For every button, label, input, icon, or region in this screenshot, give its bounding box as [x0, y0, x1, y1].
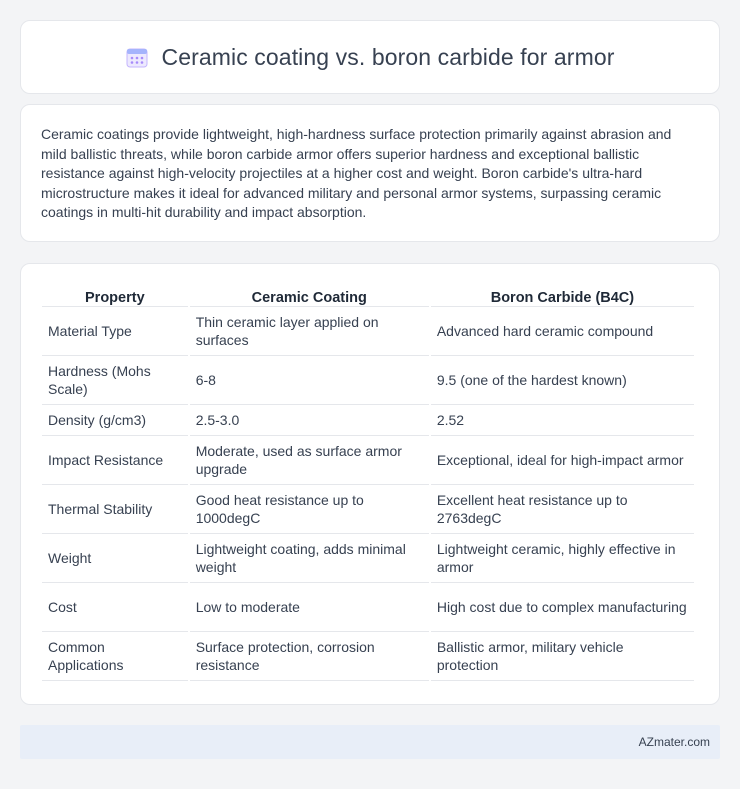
row-ceramic-value: Moderate, used as surface armor upgrade	[190, 436, 429, 485]
row-property: Cost	[42, 583, 188, 632]
row-ceramic-value: Thin ceramic layer applied on surfaces	[190, 307, 429, 356]
row-property: Hardness (Mohs Scale)	[42, 356, 188, 405]
row-boron-value: Advanced hard ceramic compound	[431, 307, 694, 356]
table-row	[42, 534, 694, 583]
table-row	[42, 583, 694, 632]
table-row	[42, 436, 694, 485]
row-ceramic-value: Good heat resistance up to 1000degC	[190, 485, 429, 534]
summary-card	[20, 104, 720, 242]
row-boron-value: Excellent heat resistance up to 2763degC	[431, 485, 694, 534]
calendar-icon	[126, 46, 148, 68]
title-wrap	[126, 44, 615, 71]
row-ceramic-value: Low to moderate	[190, 583, 429, 632]
table-row	[42, 632, 694, 681]
table-row	[42, 485, 694, 534]
comparison-table	[40, 283, 696, 681]
footer-site-link[interactable]: AZmater.com	[638, 735, 710, 749]
row-boron-value: High cost due to complex manufacturing	[431, 583, 694, 632]
row-boron-value: Ballistic armor, military vehicle protection	[431, 632, 694, 681]
row-ceramic-value: Surface protection, corrosion resistance	[190, 632, 429, 681]
row-boron-value: Exceptional, ideal for high-impact armor	[431, 436, 694, 485]
title-card	[20, 20, 720, 94]
footer	[20, 725, 720, 759]
row-property: Common Applications	[42, 632, 188, 681]
row-ceramic-value: 6-8	[190, 356, 429, 405]
table-row	[42, 307, 694, 356]
header-property: Property	[42, 283, 188, 307]
table-card	[20, 263, 720, 705]
row-property: Weight	[42, 534, 188, 583]
page-title: Ceramic coating vs. boron carbide for armor	[161, 43, 615, 70]
table-row	[42, 405, 694, 436]
header-boron-carbide: Boron Carbide (B4C)	[431, 283, 694, 307]
row-boron-value: 2.52	[431, 405, 694, 436]
row-boron-value: Lightweight ceramic, highly effective in armor	[431, 534, 694, 583]
row-boron-value: 9.5 (one of the hardest known)	[431, 356, 694, 405]
table-header-row	[42, 283, 694, 307]
row-property: Thermal Stability	[42, 485, 188, 534]
summary-text: Ceramic coatings provide lightweight, high-hardness surface protection primarily against abrasion and mild ballistic threats, while boron carbide armor offers superior hardness and exceptional ballistic resistance against high-velocity projectiles at a higher cost and weight. Boron carbide's ultra-hard microstructure makes it ideal for advanced military and personal armor systems, surpassing ceramic coatings in multi-hit durability and impact absorption.	[41, 126, 672, 220]
row-property: Density (g/cm3)	[42, 405, 188, 436]
table-row	[42, 356, 694, 405]
row-property: Material Type	[42, 307, 188, 356]
header-ceramic-coating: Ceramic Coating	[190, 283, 429, 307]
row-ceramic-value: Lightweight coating, adds minimal weight	[190, 534, 429, 583]
row-property: Impact Resistance	[42, 436, 188, 485]
row-ceramic-value: 2.5-3.0	[190, 405, 429, 436]
